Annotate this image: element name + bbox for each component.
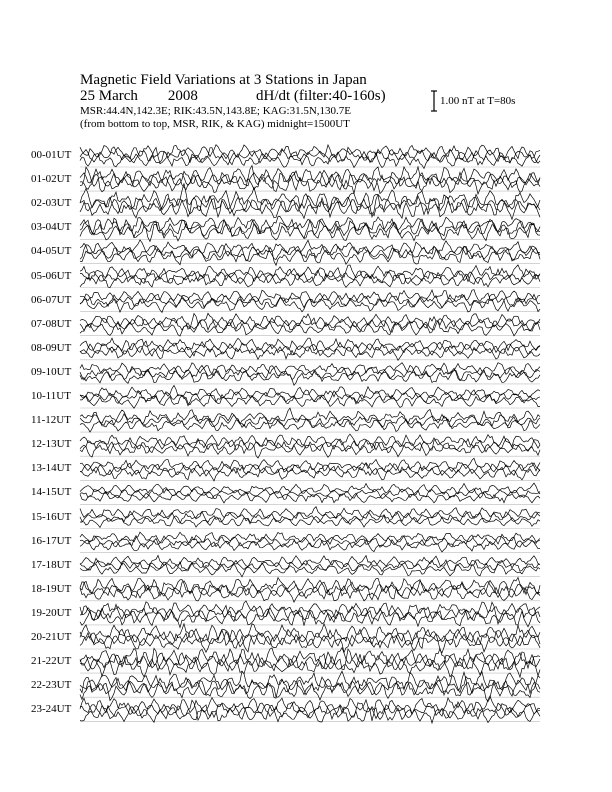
trace-KAG-23-24UT xyxy=(80,696,540,721)
trace-KAG-19-20UT xyxy=(80,601,540,619)
trace-RIK-03-04UT xyxy=(80,218,540,238)
row-label-23-24UT: 23-24UT xyxy=(31,703,72,716)
row-label-06-07UT: 06-07UT xyxy=(31,293,72,306)
row-label-08-09UT: 08-09UT xyxy=(31,341,72,354)
row-label-11-12UT: 11-12UT xyxy=(31,414,71,427)
trace-MSR-10-11UT xyxy=(80,395,540,409)
trace-KAG-16-17UT xyxy=(80,532,540,544)
row-label-03-04UT: 03-04UT xyxy=(31,221,72,234)
trace-RIK-00-01UT xyxy=(80,147,540,165)
trace-KAG-01-02UT xyxy=(80,166,540,186)
trace-MSR-23-24UT xyxy=(80,705,540,723)
row-label-21-22UT: 21-22UT xyxy=(31,655,72,668)
trace-KAG-09-10UT xyxy=(80,363,540,376)
trace-KAG-14-15UT xyxy=(80,483,540,495)
trace-KAG-10-11UT xyxy=(80,385,540,399)
trace-KAG-00-01UT xyxy=(80,145,540,160)
date-year: 2008 xyxy=(167,88,198,104)
row-label-15-16UT: 15-16UT xyxy=(31,510,72,523)
trace-RIK-02-03UT xyxy=(80,192,540,217)
trace-RIK-11-12UT xyxy=(80,414,540,428)
trace-KAG-11-12UT xyxy=(80,408,540,425)
quantity-label: dH/dt (filter:40-160s) xyxy=(256,88,386,104)
row-label-07-08UT: 07-08UT xyxy=(31,317,72,330)
trace-RIK-05-06UT xyxy=(80,269,540,284)
row-label-20-21UT: 20-21UT xyxy=(31,631,72,643)
trace-RIK-16-17UT xyxy=(80,535,540,548)
trace-RIK-18-19UT xyxy=(80,581,540,600)
row-label-12-13UT: 12-13UT xyxy=(31,438,72,451)
row-label-04-05UT: 04-05UT xyxy=(31,245,72,258)
trace-MSR-14-15UT xyxy=(80,491,540,503)
row-label-17-18UT: 17-18UT xyxy=(31,558,72,571)
date-day: 25 xyxy=(80,88,95,104)
row-label-05-06UT: 05-06UT xyxy=(31,269,72,282)
order-note: (from bottom to top, MSR, RIK, & KAG) midnight=1500UT xyxy=(80,118,350,130)
row-label-00-01UT: 00-01UT xyxy=(31,149,72,161)
row-label-13-14UT: 13-14UT xyxy=(31,462,72,475)
row-label-01-02UT: 01-02UT xyxy=(31,173,72,186)
row-label-18-19UT: 18-19UT xyxy=(31,582,72,595)
trace-RIK-23-24UT xyxy=(80,700,540,720)
date-month: March xyxy=(98,88,138,104)
chart-title: Magnetic Field Variations at 3 Stations in Japan xyxy=(80,72,367,88)
trace-MSR-13-14UT xyxy=(80,466,540,481)
row-label-14-15UT: 14-15UT xyxy=(31,486,72,499)
row-label-22-23UT: 22-23UT xyxy=(31,679,72,692)
row-label-09-10UT: 09-10UT xyxy=(31,365,72,378)
scale-label: 1.00 nT at T=80s xyxy=(440,95,516,107)
row-label-02-03UT: 02-03UT xyxy=(31,197,72,210)
trace-RIK-22-23UT xyxy=(80,672,540,698)
stations-label: MSR:44.4N,142.3E; RIK:43.5N,143.8E; KAG:31.5N,130.7E xyxy=(80,105,352,117)
trace-KAG-21-22UT xyxy=(80,648,540,668)
row-label-16-17UT: 16-17UT xyxy=(31,534,72,547)
row-label-10-11UT: 10-11UT xyxy=(31,390,71,402)
row-label-19-20UT: 19-20UT xyxy=(31,606,72,619)
